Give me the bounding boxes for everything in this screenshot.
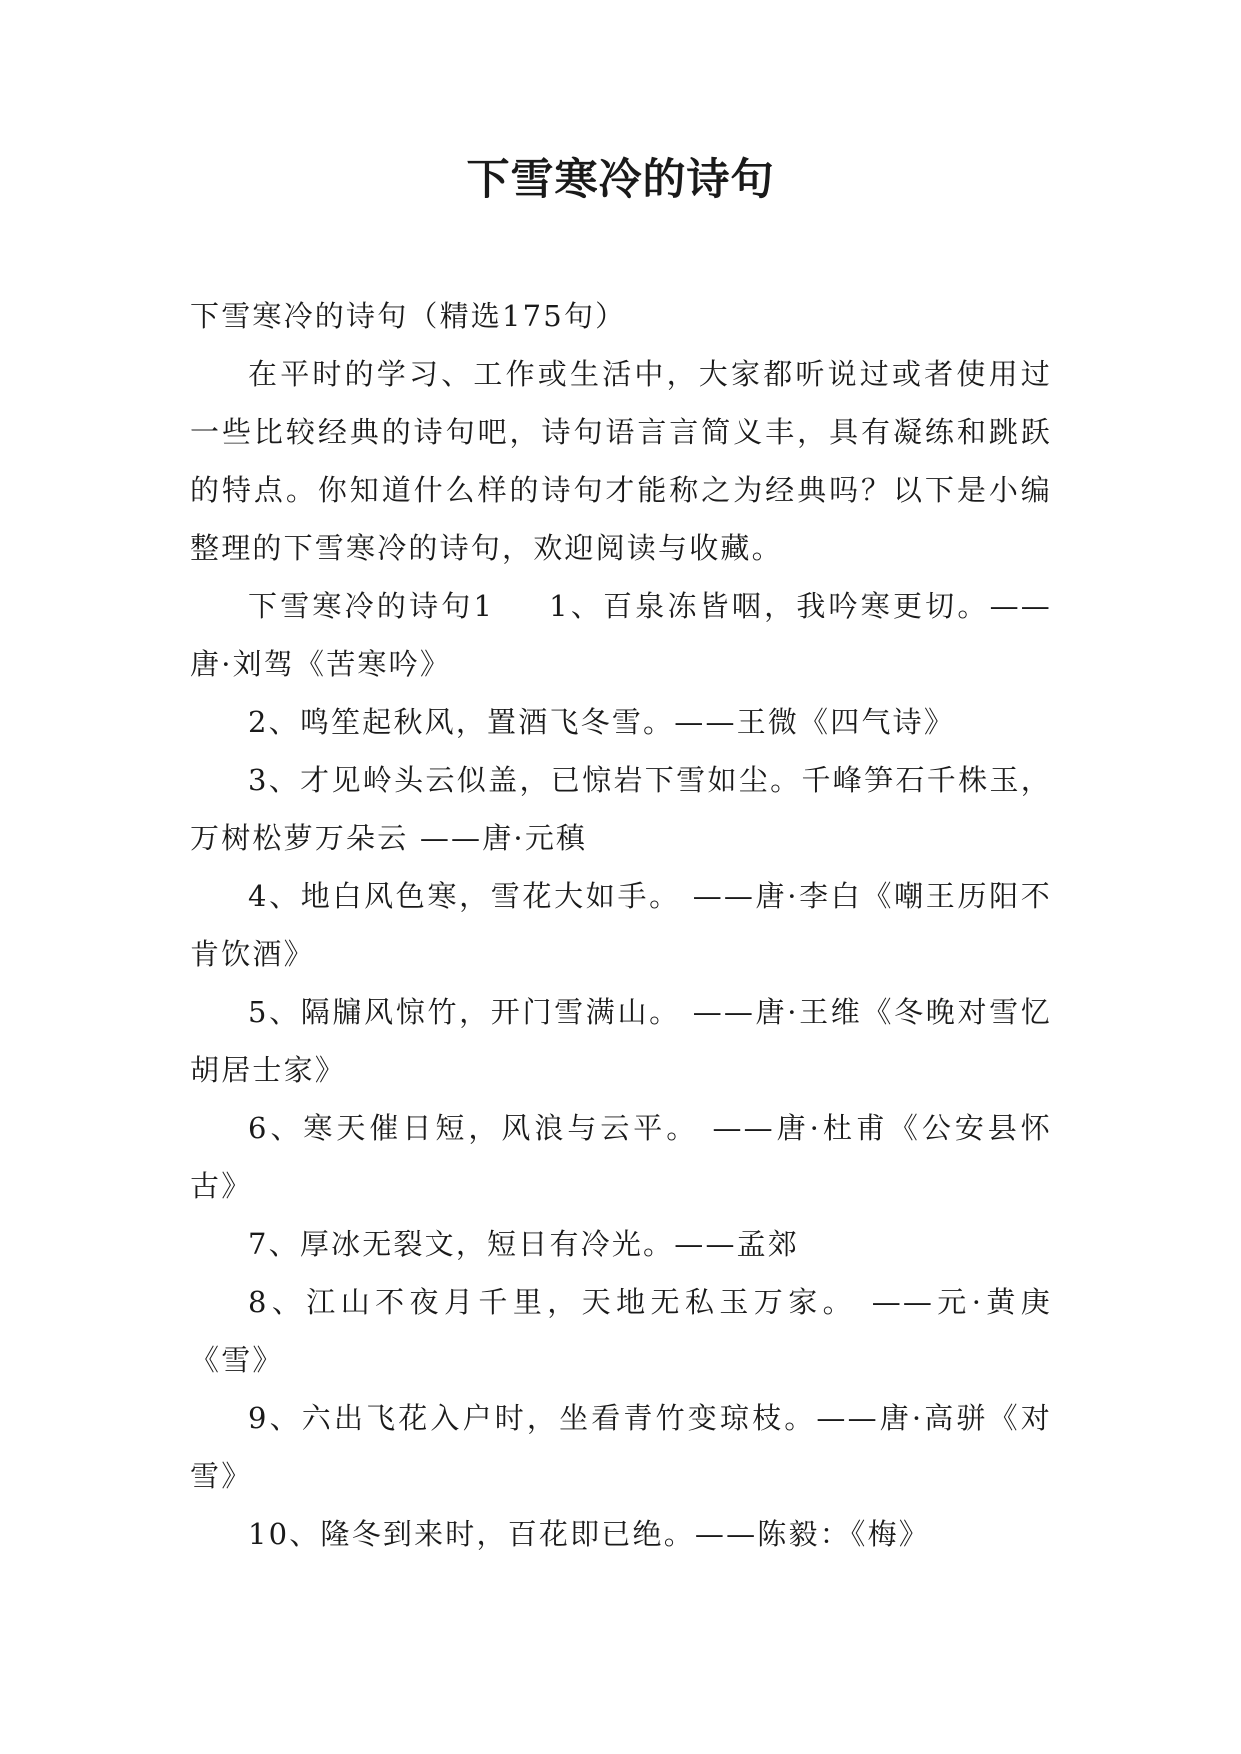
verse-5: 5、隔牖风惊竹，开门雪满山。 ——唐·王维《冬晚对雪忆胡居士家》 bbox=[190, 995, 1052, 1087]
verse-7: 7、厚冰无裂文，短日有冷光。——孟郊 bbox=[248, 1227, 800, 1261]
section-heading: 下雪寒冷的诗句1 bbox=[248, 589, 495, 623]
document-subtitle: 下雪寒冷的诗句（精选175句） bbox=[190, 299, 627, 333]
verse-1: 1、百泉冻皆咽，我吟寒更切。——唐·刘驾《苦寒吟》 bbox=[190, 589, 1052, 681]
document-title: 下雪寒冷的诗句 bbox=[466, 155, 775, 205]
verse-2: 2、鸣笙起秋风，置酒飞冬雪。——王微《四气诗》 bbox=[248, 705, 956, 739]
verse-8: 8、江山不夜月千里，天地无私玉万家。 ——元·黄庚《雪》 bbox=[190, 1285, 1052, 1377]
verse-9: 9、六出飞花入户时，坐看青竹变琼枝。——唐·高骈《对雪》 bbox=[190, 1401, 1052, 1493]
verse-6: 6、寒天催日短，风浪与云平。 ——唐·杜甫《公安县怀古》 bbox=[190, 1111, 1052, 1203]
document-body bbox=[190, 287, 1052, 1563]
verse-10: 10、隆冬到来时，百花即已绝。——陈毅：《梅》 bbox=[248, 1517, 931, 1551]
verse-4: 4、地白风色寒，雪花大如手。 ——唐·李白《嘲王历阳不肯饮酒》 bbox=[190, 879, 1052, 971]
intro-paragraph: 在平时的学习、工作或生活中，大家都听说过或者使用过一些比较经典的诗句吧，诗句语言言简义丰，具有凝练和跳跃的特点。你知道什么样的诗句才能称之为经典吗？以下是小编整理的下雪寒冷的诗句，欢迎阅读与收藏。 bbox=[190, 357, 1052, 565]
verse-paragraph bbox=[190, 577, 1052, 693]
verse-3: 3、才见岭头云似盖，已惊岩下雪如尘。千峰笋石千株玉，万树松萝万朵云 ——唐·元稹 bbox=[190, 763, 1052, 855]
